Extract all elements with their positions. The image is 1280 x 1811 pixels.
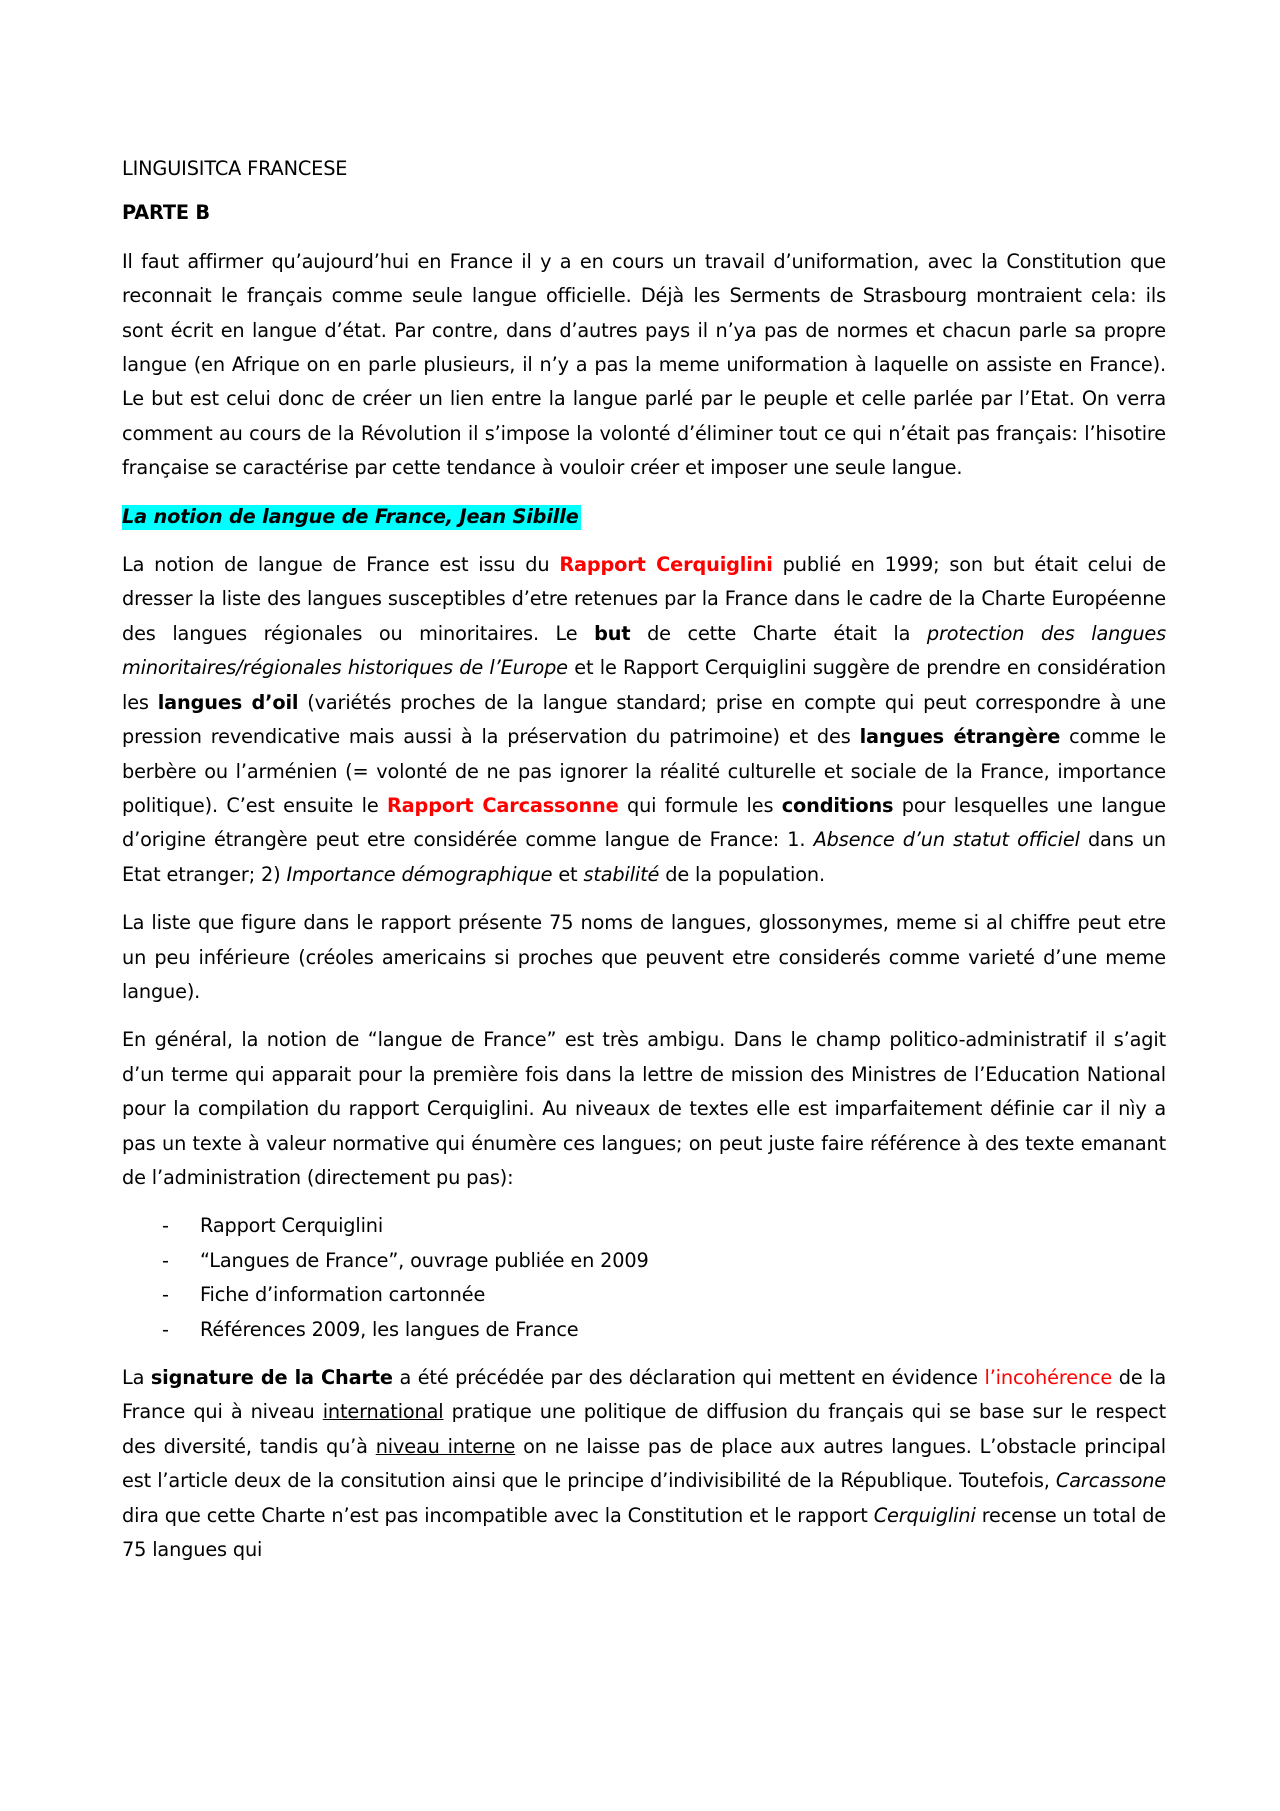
document-title: LINGUISITCA FRANCESE: [122, 157, 348, 180]
bold-term-langues-etrangere: langues étrangère: [859, 725, 1061, 749]
list-item-text: Rapport Cerquiglini: [200, 1214, 384, 1238]
text-run: et: [552, 862, 584, 886]
list-item-text: Fiche d’information cartonnée: [200, 1283, 486, 1307]
text-run: a été précédée par des déclaration qui mettent en évidence: [392, 1366, 985, 1389]
text-run: pratique une politique de diffusion du français qui se base sur le respect des diversité, tandis qu’à: [122, 1400, 1166, 1458]
dash-bullet: -: [162, 1317, 169, 1341]
text-run: (variétés proches de la langue standard; prise en compte qui peut correspondre à une pression revendicative mais aussi à la préservation du patrimoine) et des: [122, 690, 1166, 749]
bold-term-signature: signature de la Charte: [150, 1366, 393, 1389]
red-term-rapport-carcassonne: Rapport Carcassonne: [386, 793, 619, 817]
list-item: [122, 1244, 1166, 1278]
italic-term-carcassone: Carcassone: [1055, 1469, 1166, 1493]
paragraph-langue-de-france: [122, 548, 1166, 892]
dash-bullet: -: [162, 1248, 169, 1272]
underlined-term-niveau-interne: niveau interne: [375, 1434, 516, 1458]
italic-term-absence: Absence d’un statut officiel: [813, 828, 1080, 852]
list-item: [122, 1313, 1166, 1347]
part-heading: PARTE B: [122, 201, 210, 225]
text-run: de la population.: [659, 862, 825, 886]
text-run: La: [122, 1366, 151, 1389]
text-run: pour lesquelles une langue d’origine étrangère peut etre considérée comme langue de France: 1.: [122, 793, 1166, 852]
text-run: La notion de langue de France est issu du: [122, 553, 560, 577]
italic-term-cerquiglini: Cerquiglini: [873, 1503, 976, 1527]
bold-term-but: but: [594, 621, 631, 645]
text-run: de la France qui à niveau: [122, 1366, 1167, 1424]
italic-term-stabilite: stabilité: [583, 862, 660, 886]
text-run: et le Rapport Cerquiglini suggère de prendre en considération les: [122, 656, 1166, 714]
dash-bullet: -: [162, 1214, 169, 1238]
text-run: on ne laisse pas de place aux autres langues. L’obstacle principal est l’article deux de la consitution ainsi que le principe d’indivisibilité de la République. Toutefois,: [122, 1434, 1166, 1493]
italic-term-importance: Importance démographique: [286, 862, 553, 886]
text-run: dans un Etat etranger; 2): [122, 828, 1166, 886]
intro-paragraph: Il faut affirmer qu’aujourd’hui en France il y a en cours un travail d’uniformation, avec la Constitution que reconnait le français comme seule langue officielle. Déjà les Serments de Strasbourg montraient cela: ils sont écrit en langue d’état. Par contre, dans d’autres pays il n’ya pas de normes et chacun parle sa propre langue (en Afrique on en parle plusieurs, il n’y a pas la meme uniformation à laquelle on assiste en France). Le but est celui donc de créer un lien entre la langue parlé par le peuple et celle parlée par l’Etat. On verra comment au cours de la Révolution il s’impose la volonté d’éliminer tout ce qui n’était pas français: l’hisotire française se caractérise par cette tendance à vouloir créer et imposer une seule langue.: [122, 249, 1166, 480]
bold-term-conditions: conditions: [781, 793, 894, 817]
paragraph-liste: La liste que figure dans le rapport présente 75 noms de langues, glossonymes, meme si al chiffre peut etre un peu inférieure (créoles americains si proches que peuvent etre considerés comme varieté d’une meme langue).: [122, 911, 1166, 1003]
red-term-incoherence: l’incohérence: [984, 1366, 1113, 1389]
text-run: de cette Charte était la: [630, 621, 927, 645]
list-item: [122, 1209, 1166, 1243]
dash-bullet: -: [162, 1283, 169, 1307]
text-run: comme le berbère ou l’arménien (= volonté de ne pas ignorer la réalité culturelle et sociale de la France, importance politique). C’est ensuite le: [122, 725, 1166, 817]
text-run: publié en 1999; son but était celui de dresser la liste des langues susceptibles d’etre retenues par la France dans le cadre de la Charte Européenne des langues régionales ou minoritaires. Le: [122, 553, 1166, 645]
text-run: dira que cette Charte n’est pas incompatible avec la Constitution et le rapport: [122, 1503, 874, 1527]
list-item: [122, 1278, 1166, 1312]
list-item-text: “Langues de France”, ouvrage publiée en 2009: [200, 1248, 649, 1272]
list-item-text: Références 2009, les langues de France: [200, 1317, 579, 1341]
highlighted-heading: La notion de langue de France, Jean Sibille: [122, 504, 579, 528]
section-heading: [122, 500, 1166, 534]
underlined-term-international: international: [322, 1400, 444, 1424]
paragraph-notion-ambigue: En général, la notion de “langue de France” est très ambigu. Dans le champ politico-administratif il s’agit d’un terme qui apparait pour la première fois dans la lettre de mission des Ministres de l’Education National pour la compilation du rapport Cerquiglini. Au niveaux de textes elle est imparfaitement définie car il nìy a pas un texte à valeur normative qui énumère ces langues; on peut juste faire référence à des texte emanant de l’administration (directement pu pas):: [122, 1028, 1166, 1189]
red-term-rapport-cerquiglini: Rapport Cerquiglini: [559, 553, 773, 577]
text-run: qui formule les: [618, 793, 782, 817]
reference-list: [122, 1209, 1166, 1347]
bold-term-langues-oil: langues d’oil: [157, 690, 299, 714]
text-run: recense un total de 75 langues qui: [122, 1503, 1167, 1562]
paragraph-signature-charte: [122, 1361, 1166, 1567]
italic-term-protection: protection des langues minoritaires/régionales historiques de l’Europe: [122, 621, 1166, 680]
